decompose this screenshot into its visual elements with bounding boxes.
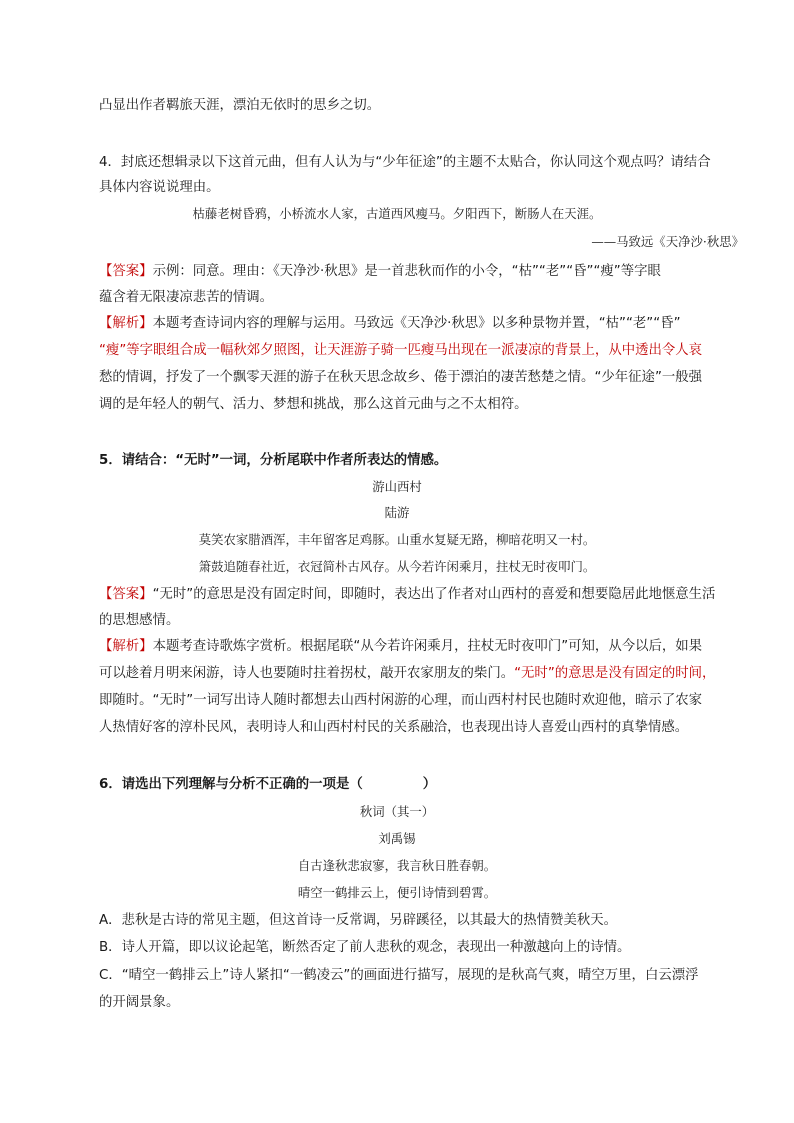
q6-option-c-line-1: C．“晴空一鹤排云上”诗人紧扣“一鹤凌云”的画面进行描写，展现的是秋高气爽，晴空万里，白云漂浮 [99,968,699,983]
q6-poem-author: 刘禹锡 [378,831,416,846]
q5-poem-line-1: 莫笑农家腊酒浑，丰年留客足鸡豚。山重水复疑无路，柳暗花明又一村。 [198,532,596,547]
q6-option-a: A．悲秋是古诗的常见主题，但这首诗一反常调，另辟蹊径，以其最大的热情赞美秋天。 [99,913,618,928]
q5-analysis-line-4: 人热情好客的淳朴民风，表明诗人和山西村村民的关系融洽，也表现出诗人喜爱山西村的真挚情感。 [99,720,689,735]
q4-analysis-tag: 【解析】 [99,316,153,331]
q4-attribution: ——马致远《天净沙·秋思》 [591,234,744,249]
q4-answer-text: 示例：同意。理由：《天净沙·秋思》是一首悲秋而作的小令，“枯”“老”“昏”“瘦”等字眼 [152,264,661,279]
q6-option-c-line-2: 的开阔景象。 [99,995,180,1010]
q5-analysis-line-2 [99,664,715,684]
q4-analysis-line-3: 愁的情调，抒发了一个飘零天涯的游子在秋天思念故乡、倦于漂泊的凄苦愁楚之情。“少年征途”一般强 [99,370,703,385]
q4-answer-tag: 【答案】 [99,264,153,279]
q5-analysis-line-1 [99,637,702,657]
q5-answer-tag: 【答案】 [99,587,153,602]
q4-analysis-line-2: “瘦”等字眼组合成一幅秋郊夕照图，让天涯游子骑一匹瘦马出现在一派凄凉的背景上，从中透出令人哀 [99,343,703,358]
q5-poem-author: 陆游 [384,505,410,520]
q6-question-close: ） [422,777,437,792]
q4-question-line-1: 4．封底还想辑录以下这首元曲，但有人认为与“少年征途”的主题不太贴合，你认同这个观点吗？请结合 [99,155,711,170]
q4-answer-line-1 [99,262,661,282]
q6-poem-title: 秋词（其一） [359,804,435,819]
intro-line: 凸显出作者羁旅天涯，漂泊无依时的思乡之切。 [99,98,381,113]
q5-analysis-text: 本题考查诗歌炼字赏析。根据尾联“从今若许闲乘月，拄杖无时夜叩门”可知，从今以后，如果 [152,639,703,654]
q4-question-line-2: 具体内容说说理由。 [99,180,220,195]
q5-analysis-tag: 【解析】 [99,639,153,654]
q5-answer-text: “无时”的意思是没有固定时间，即随时，表达出了作者对山西村的喜爱和想要隐居此地惬意生活 [152,587,716,602]
q6-question [99,775,436,795]
q5-analysis-text-2b: “无时”的意思是没有固定的时间， [514,666,716,681]
q4-poem: 枯藤老树昏鸦，小桥流水人家，古道西风瘦马。夕阳西下，断肠人在天涯。 [192,206,602,221]
q5-poem-line-2: 箫鼓追随春社近，衣冠简朴古风存。从今若许闲乘月，拄杖无时夜叩门。 [198,559,596,574]
q5-answer-line-1 [99,585,715,605]
q6-poem-line-2: 晴空一鹤排云上，便引诗情到碧霄。 [297,885,497,900]
q6-question-text: 6．请选出下列理解与分析不正确的一项是（ [99,777,363,792]
q5-poem-title: 游山西村 [372,479,422,494]
q5-analysis-text-2a: 可以趁着月明来闲游，诗人也要随时拄着拐杖，敲开农家朋友的柴门。 [99,666,515,681]
q6-poem-line-1: 自古逢秋悲寂寥，我言秋日胜春朝。 [297,858,497,873]
q4-analysis-text: 本题考查诗词内容的理解与运用。马致远《天净沙·秋思》以多种景物并置，“枯”“老”“昏” [152,316,681,331]
q4-analysis-line-1 [99,314,681,334]
q6-option-b: B．诗人开篇，即以议论起笔，断然否定了前人悲秋的观念，表现出一种激越向上的诗情。 [99,940,631,955]
q5-analysis-line-3: 即随时。“无时”一词写出诗人随时都想去山西村闲游的心理，而山西村村民也随时欢迎他，暗示了农家 [99,693,703,708]
q4-analysis-line-4: 调的是年轻人的朝气、活力、梦想和挑战，那么这首元曲与之不太相符。 [99,397,528,412]
q4-answer-line-2: 蕴含着无限凄凉悲苦的情调。 [99,290,274,305]
q5-question: 5．请结合：“无时”一词，分析尾联中作者所表达的情感。 [99,453,448,468]
q5-answer-line-2: 的思想感情。 [99,613,180,628]
